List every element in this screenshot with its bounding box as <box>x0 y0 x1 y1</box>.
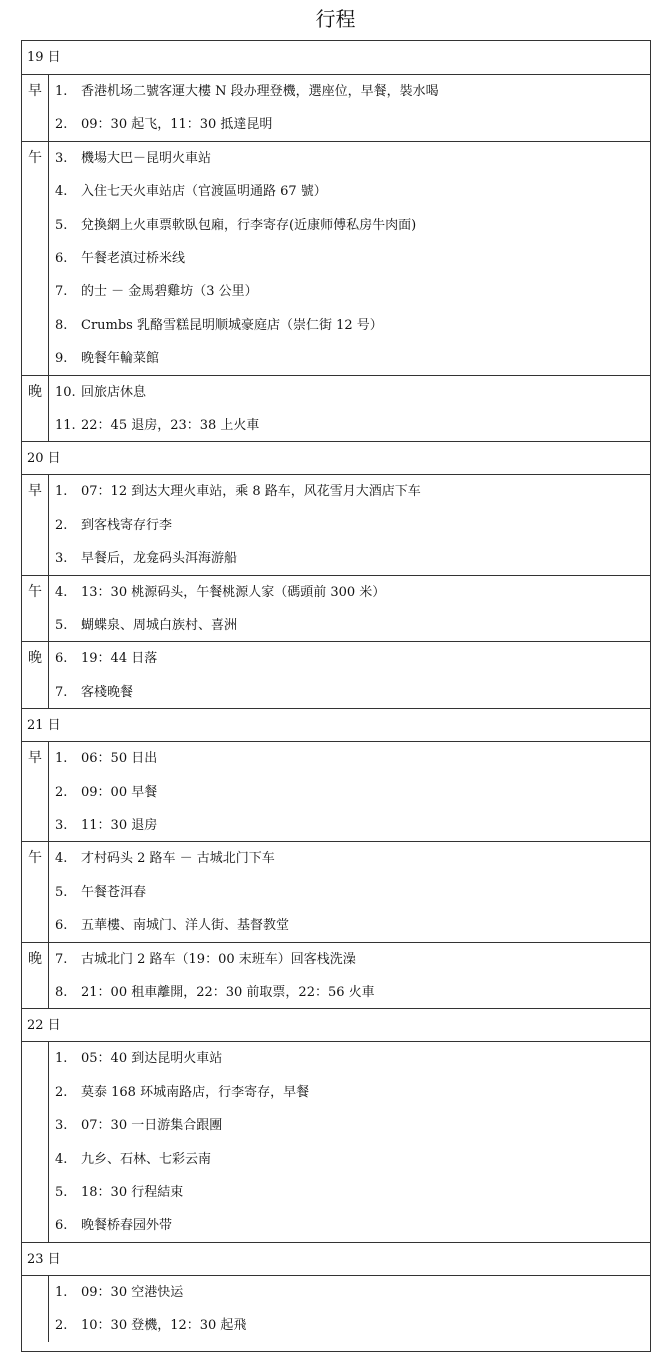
period-label: 午 <box>28 583 42 600</box>
item-number: 5. <box>55 617 68 633</box>
itinerary-item <box>48 1076 650 1109</box>
item-number: 4. <box>55 184 68 200</box>
period-block <box>22 1041 650 1241</box>
itinerary-item <box>48 576 650 609</box>
period-label <box>22 1276 48 1309</box>
item-number: 5. <box>55 217 68 233</box>
item-text: 才村码头 2 路车 － 古城北门下车 <box>81 851 275 867</box>
period-block <box>22 141 650 375</box>
item-text: 回旅店休息 <box>81 384 147 400</box>
period-label: 午 <box>28 850 42 867</box>
itinerary-item <box>48 676 650 709</box>
item-text: 香港机场二號客運大樓 N 段办理登機，選座位，早餐，裝水喝 <box>81 84 439 99</box>
item-number: 8. <box>55 317 68 333</box>
period-block <box>22 741 650 841</box>
item-number: 2. <box>55 1084 68 1100</box>
itinerary-item <box>48 842 650 875</box>
day-header: 21 日 <box>22 708 650 741</box>
item-text: 19：44 日落 <box>81 651 158 667</box>
item-number: 5. <box>55 884 68 900</box>
itinerary-item <box>48 108 650 141</box>
item-number: 4. <box>55 851 68 867</box>
itinerary-item <box>48 909 650 942</box>
item-text: 09：00 早餐 <box>81 784 158 800</box>
item-number: 1. <box>55 484 68 500</box>
item-text: 到客栈寄存行李 <box>81 517 173 533</box>
period-label: 晚 <box>28 950 42 967</box>
day-header: 19 日 <box>27 50 61 65</box>
period-block <box>22 942 650 1009</box>
itinerary-item <box>48 776 650 809</box>
item-text: 11：30 退房 <box>81 817 158 833</box>
item-number: 2. <box>55 784 68 800</box>
itinerary-item <box>48 1042 650 1075</box>
item-number: 3. <box>55 1118 68 1134</box>
item-text: 09：30 起飞，11：30 抵達昆明 <box>81 117 273 133</box>
period-label: 早 <box>28 750 42 767</box>
itinerary-table <box>21 40 651 1352</box>
itinerary-item <box>48 175 650 208</box>
item-number: 2. <box>55 517 68 533</box>
itinerary-item <box>48 242 650 275</box>
day-header: 22 日 <box>22 1008 650 1041</box>
period-block <box>22 474 650 574</box>
itinerary-item <box>48 1309 650 1342</box>
item-number: 11. <box>55 417 76 433</box>
itinerary-item <box>48 342 650 375</box>
period-label <box>22 1042 48 1075</box>
itinerary-item <box>48 876 650 909</box>
item-number: 1. <box>55 84 68 99</box>
item-number: 7. <box>55 684 68 700</box>
period-block <box>22 1275 650 1342</box>
item-number: 7. <box>55 951 68 967</box>
item-number: 8. <box>55 984 68 1000</box>
item-text: 午餐苍洱春 <box>81 884 147 900</box>
item-number: 10. <box>55 384 76 400</box>
item-text: 午餐老滇过桥米线 <box>81 250 186 266</box>
item-number: 6. <box>55 651 68 667</box>
item-text: 入住七天火車站店（官渡區明通路 67 號） <box>81 184 327 200</box>
itinerary-item <box>48 809 650 842</box>
item-number: 1. <box>55 751 68 767</box>
itinerary-item <box>48 75 650 108</box>
itinerary-item <box>48 1209 650 1242</box>
period-block <box>22 575 650 642</box>
itinerary-item <box>48 1109 650 1142</box>
item-text: 18：30 行程結束 <box>81 1184 184 1200</box>
item-text: 09：30 空港快运 <box>81 1284 184 1300</box>
item-number: 3. <box>55 150 68 166</box>
item-text: 的士 － 金馬碧雞坊（3 公里） <box>81 284 258 300</box>
item-text: 21：00 租車離開，22：30 前取票，22：56 火車 <box>81 984 375 1000</box>
itinerary-item <box>48 309 650 342</box>
item-number: 2. <box>55 1318 68 1334</box>
item-number: 6. <box>55 1218 68 1234</box>
item-text: Crumbs 乳酪雪糕昆明顺城豪庭店（崇仁街 12 号） <box>81 317 383 333</box>
item-number: 1. <box>55 1284 68 1300</box>
item-text: 兌換網上火車票軟臥包廂，行李寄存(近康师傅私房牛肉面) <box>81 217 417 233</box>
itinerary-item <box>48 376 650 409</box>
item-text: 九乡、石林、七彩云南 <box>81 1151 212 1167</box>
period-block <box>22 841 650 941</box>
itinerary-item <box>48 742 650 775</box>
item-text: 晚餐年輪菜館 <box>81 351 160 367</box>
item-text: 五華樓、南城门、洋人街、基督教堂 <box>81 918 290 934</box>
itinerary-item <box>48 409 650 442</box>
item-text: 早餐后，龙龛码头洱海游船 <box>81 551 238 567</box>
item-number: 3. <box>55 551 68 567</box>
period-label: 早 <box>28 83 42 99</box>
item-number: 4. <box>55 584 68 600</box>
page-title: 行程 <box>315 7 356 31</box>
period-block <box>22 641 650 708</box>
period-block <box>22 74 650 141</box>
item-number: 2. <box>55 117 68 133</box>
item-text: 機場大巴－昆明火車站 <box>81 150 212 166</box>
item-number: 3. <box>55 817 68 833</box>
period-label: 晚 <box>28 650 42 667</box>
itinerary-item <box>48 509 650 542</box>
item-text: 古城北门 2 路车（19：00 末班车）回客栈洗澡 <box>81 951 356 967</box>
item-text: 07：12 到达大理火車站，乘 8 路车，风花雪月大酒店下车 <box>81 484 421 500</box>
item-number: 7. <box>55 284 68 300</box>
item-text: 07：30 一日游集合跟團 <box>81 1118 223 1134</box>
item-text: 蝴蝶泉、周城白族村、喜洲 <box>81 617 238 633</box>
item-number: 6. <box>55 918 68 934</box>
item-text: 22：45 退房，23：38 上火車 <box>81 417 260 433</box>
itinerary-item <box>48 976 650 1009</box>
period-label: 晚 <box>28 383 42 400</box>
item-number: 4. <box>55 1151 68 1167</box>
itinerary-item <box>48 1176 650 1209</box>
period-label: 早 <box>28 483 42 500</box>
itinerary-item <box>48 1276 650 1309</box>
itinerary-item <box>48 475 650 508</box>
itinerary-item <box>48 1143 650 1176</box>
item-text: 05：40 到达昆明火車站 <box>81 1051 223 1067</box>
item-number: 9. <box>55 351 68 367</box>
itinerary-item <box>48 209 650 242</box>
day-header: 23 日 <box>22 1242 650 1275</box>
item-text: 13：30 桃源码头，午餐桃源人家（碼頭前 300 米） <box>81 584 386 600</box>
itinerary-item <box>48 142 650 175</box>
item-text: 晚餐桥春园外带 <box>81 1218 173 1234</box>
item-text: 10：30 登機，12：30 起飛 <box>81 1318 247 1334</box>
itinerary-item <box>48 275 650 308</box>
item-number: 5. <box>55 1184 68 1200</box>
itinerary-item <box>48 609 650 642</box>
itinerary-item <box>48 542 650 575</box>
period-block <box>22 375 650 442</box>
day-header: 20 日 <box>22 441 650 474</box>
item-number: 6. <box>55 250 68 266</box>
period-label: 午 <box>28 149 42 166</box>
itinerary-item <box>48 943 650 976</box>
item-text: 莫泰 168 环城南路店，行李寄存，早餐 <box>81 1084 310 1100</box>
itinerary-item <box>48 642 650 675</box>
item-number: 1. <box>55 1051 68 1067</box>
item-text: 06：50 日出 <box>81 751 158 767</box>
item-text: 客棧晚餐 <box>81 684 134 700</box>
